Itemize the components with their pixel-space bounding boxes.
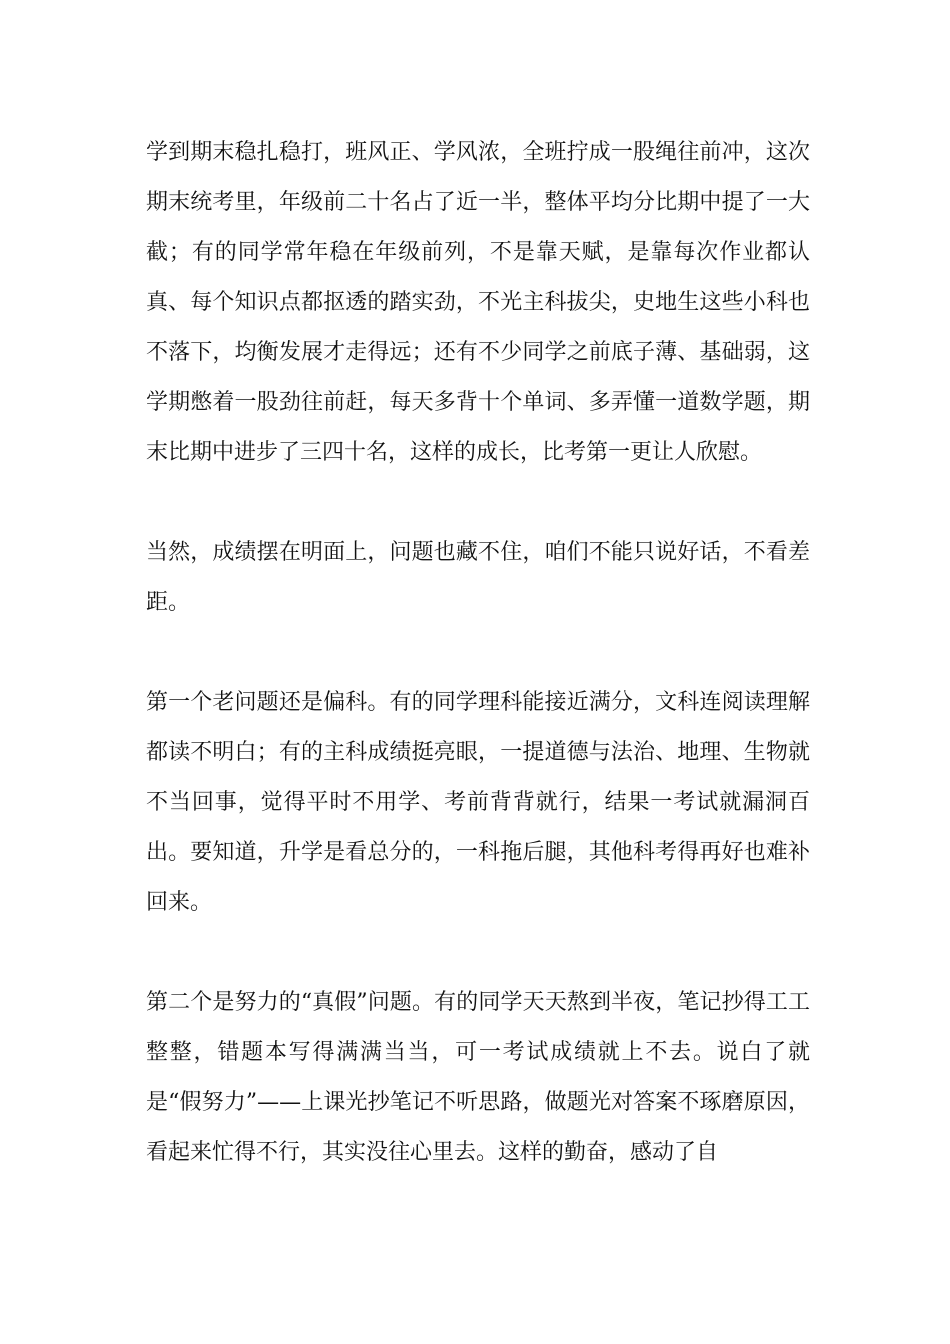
- paragraph-class-achievements: 学到期末稳扎稳打，班风正、学风浓，全班拧成一股绳往前冲，这次期末统考里，年级前二十名占了近一半，整体平均分比期中提了一大截；有的同学常年稳在年级前列，不是靠天赋，是靠每次作业都认真、每个知识点都抠透的踏实劲，不光主科拔尖，史地生这些小科也不落下，均衡发展才走得远；还有不少同学之前底子薄、基础弱，这学期憋着一股劲往前赶，每天多背十个单词、多弄懂一道数学题，期末比期中进步了三四十名，这样的成长，比考第一更让人欣慰。: [146, 140, 810, 465]
- paragraph-problem-fake-effort: 第二个是努力的“真假”问题。有的同学天天熬到半夜，笔记抄得工工整整，错题本写得满满当当，可一考试成绩就上不去。说白了就是“假努力”——上课光抄笔记不听思路，做题光对答案不琢磨原因，看起来忙得不行，其实没往心里去。这样的勤奋，感动了自: [146, 990, 810, 1165]
- paragraph-problem-subject-imbalance: 第一个老问题还是偏科。有的同学理科能接近满分，文科连阅读理解都读不明白；有的主科成绩挺亮眼，一提道德与法治、地理、生物就不当回事，觉得平时不用学、考前背背就行，结果一考试就漏洞百出。要知道，升学是看总分的，一科拖后腿，其他科考得再好也难补回来。: [146, 690, 810, 915]
- paragraph-transition-problems: 当然，成绩摆在明面上，问题也藏不住，咱们不能只说好话，不看差距。: [146, 540, 810, 615]
- document-body: [146, 128, 810, 1178]
